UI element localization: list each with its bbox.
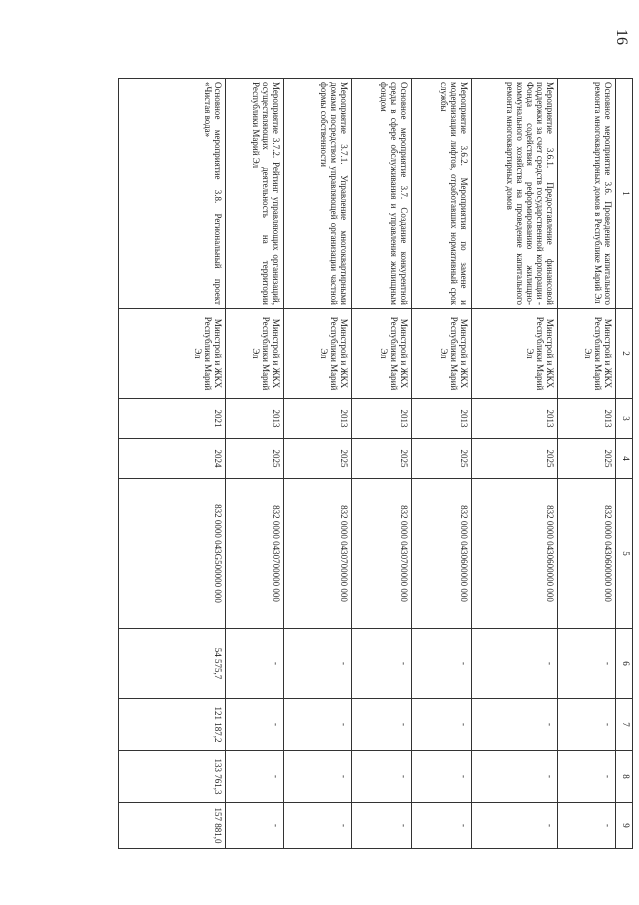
budget-code: 832 0000 0430700000 000 [284, 479, 352, 629]
executor: Минстрой и ЖКХ Республики Марий Эл [412, 309, 472, 399]
end-year: 2025 [472, 439, 558, 479]
header-cell: 6 [616, 629, 633, 699]
header-cell: 2 [616, 309, 633, 399]
value-col9: - [412, 803, 472, 849]
end-year: 2025 [412, 439, 472, 479]
header-row [616, 79, 633, 849]
value-col6: - [226, 629, 284, 699]
page-number: 16 [613, 29, 630, 45]
executor: Минстрой и ЖКХ Республики Марий Эл [226, 309, 284, 399]
start-year: 2013 [284, 399, 352, 439]
table-row [352, 79, 412, 849]
table-row [226, 79, 284, 849]
start-year: 2013 [226, 399, 284, 439]
start-year: 2013 [472, 399, 558, 439]
start-year: 2013 [412, 399, 472, 439]
end-year: 2025 [558, 439, 616, 479]
executor: Минстрой и ЖКХ Республики Марий Эл [472, 309, 558, 399]
table-row [284, 79, 352, 849]
rotated-table-container [118, 78, 633, 848]
start-year: 2013 [352, 399, 412, 439]
value-col6: - [352, 629, 412, 699]
activity-name: Мероприятие 3.6.1. Предоставление финансовой поддержки за счет средств государственной корпорации - Фонда содействия реформированию жилищно-коммунального хозяйства на проведение капитального ремонта многоквартирных домов [472, 79, 558, 309]
value-col9: - [284, 803, 352, 849]
value-col6: - [412, 629, 472, 699]
budget-code: 832 0000 043G500000 000 [119, 479, 226, 629]
value-col6: - [558, 629, 616, 699]
value-col9: - [352, 803, 412, 849]
header-cell: 7 [616, 699, 633, 751]
value-col9: 157 881,0 [119, 803, 226, 849]
budget-code: 832 0000 0430700000 000 [352, 479, 412, 629]
activity-name: Основное мероприятие 3.7. Создание конкурентной среды в сфере обслуживания и управления жилищным фондом [352, 79, 412, 309]
table-row [412, 79, 472, 849]
executor: Минстрой и ЖКХ Республики Марий Эл [284, 309, 352, 399]
value-col8: - [352, 751, 412, 803]
budget-code: 832 0000 0430600000 000 [558, 479, 616, 629]
end-year: 2024 [119, 439, 226, 479]
value-col7: - [472, 699, 558, 751]
value-col8: - [472, 751, 558, 803]
header-cell: 5 [616, 479, 633, 629]
header-cell: 9 [616, 803, 633, 849]
activity-name: Мероприятие 3.6.2. Мероприятия по замене и модернизации лифтов, отработавших нормативный срок службы [412, 79, 472, 309]
budget-code: 832 0000 0430600000 000 [472, 479, 558, 629]
value-col7: - [284, 699, 352, 751]
activity-name: Основное мероприятие 3.8. Региональный проект «Чистая вода» [119, 79, 226, 309]
header-cell: 1 [616, 79, 633, 309]
table-row [119, 79, 226, 849]
value-col8: - [284, 751, 352, 803]
end-year: 2025 [284, 439, 352, 479]
program-activities-table [118, 78, 633, 849]
value-col6: 54 575,7 [119, 629, 226, 699]
value-col8: - [412, 751, 472, 803]
value-col9: - [558, 803, 616, 849]
value-col8: - [226, 751, 284, 803]
value-col7: - [352, 699, 412, 751]
budget-code: 832 0000 0430700000 000 [226, 479, 284, 629]
activity-name: Мероприятие 3.7.2. Рейтинг управляющих организаций, осуществляющих деятельность на территории Республики Марий Эл [226, 79, 284, 309]
value-col8: 133 761,3 [119, 751, 226, 803]
table-row [472, 79, 558, 849]
header-cell: 8 [616, 751, 633, 803]
start-year: 2021 [119, 399, 226, 439]
start-year: 2013 [558, 399, 616, 439]
executor: Минстрой и ЖКХ Республики Марий Эл [558, 309, 616, 399]
value-col6: - [472, 629, 558, 699]
end-year: 2025 [226, 439, 284, 479]
value-col8: - [558, 751, 616, 803]
activity-name: Основное мероприятие 3.6. Проведение капитального ремонта многоквартирных домов в Республике Марий Эл [558, 79, 616, 309]
value-col9: - [226, 803, 284, 849]
end-year: 2025 [352, 439, 412, 479]
header-cell: 3 [616, 399, 633, 439]
value-col6: - [284, 629, 352, 699]
value-col7: - [412, 699, 472, 751]
value-col7: - [558, 699, 616, 751]
budget-code: 832 0000 0430600000 000 [412, 479, 472, 629]
table-row [558, 79, 616, 849]
activity-name: Мероприятие 3.7.1. Управление многоквартирными домами посредством управляющей организации частной формы собственности [284, 79, 352, 309]
value-col7: 121 187,2 [119, 699, 226, 751]
value-col9: - [472, 803, 558, 849]
executor: Минстрой и ЖКХ Республики Марий Эл [352, 309, 412, 399]
value-col7: - [226, 699, 284, 751]
header-cell: 4 [616, 439, 633, 479]
executor: Минстрой и ЖКХ Республики Марий Эл [119, 309, 226, 399]
